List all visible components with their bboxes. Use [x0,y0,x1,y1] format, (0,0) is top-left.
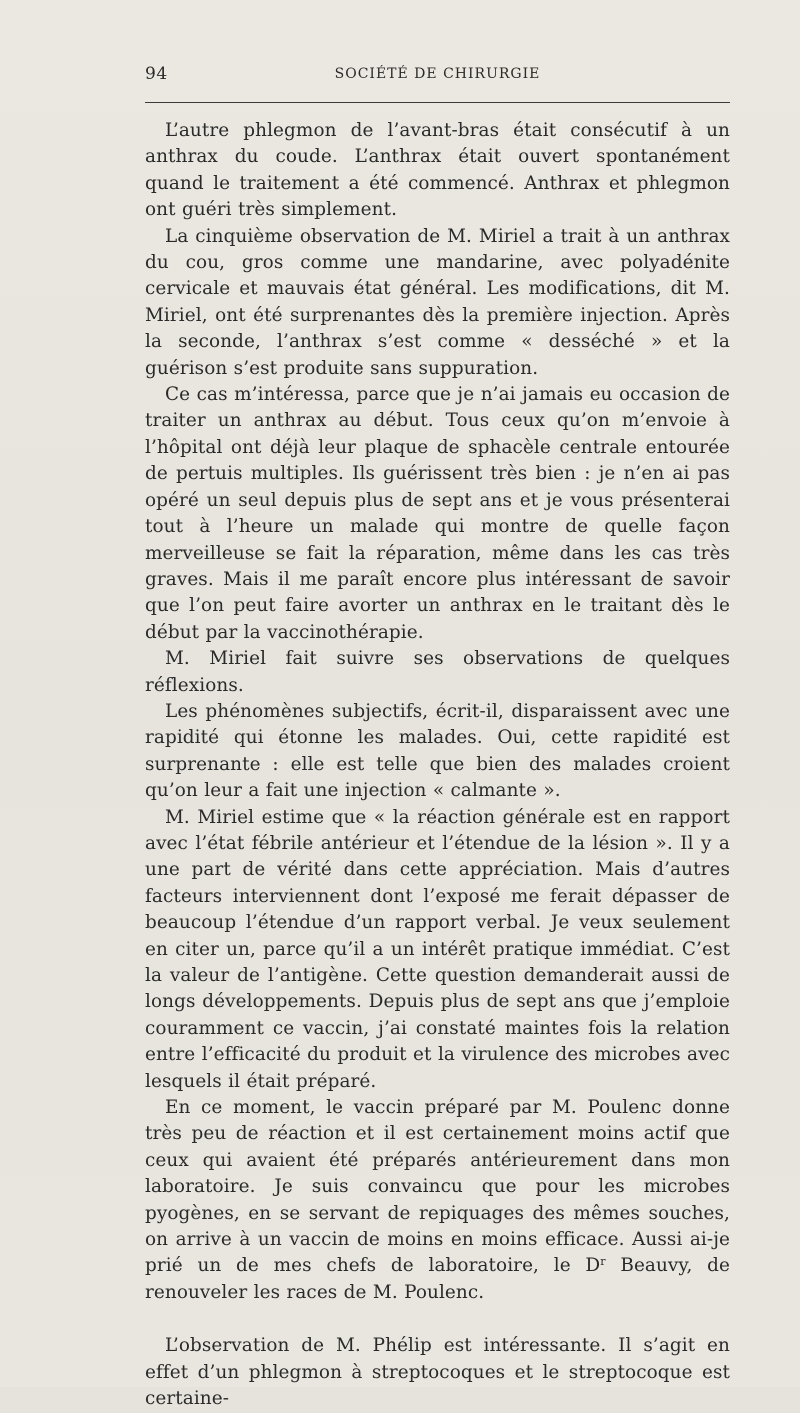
paragraph-1: L’autre phlegmon de l’avant-bras était consécutif à un anthrax du coude. L’anthrax était ouvert spontanément quand le traitement a été commencé. Anthrax et phlegmon ont guéri très simplement. [145,120,730,221]
doctor-abbrev-sup: r [600,1255,606,1269]
paragraph-4: M. Miriel fait suivre ses observations de quelques réflexions. [145,648,730,696]
paragraph-7-text: En ce moment, le vaccin préparé par M. Poulenc donne très peu de réaction et il est certainement moins actif que ceux qui avaient été préparés antérieurement dans mon laboratoire. Je suis convaincu que pour les microbes pyogènes, en se servant de repiquages des mêmes souches, on arrive à un vaccin de moins en moins efficace. Aussi ai-je prié un de mes chefs de laboratoire, le D [145,1097,730,1277]
paragraph-7-tail: Beauvy, de renouveler les races de M. Poulenc. [145,1255,730,1303]
paragraph-3: Ce cas m’intéressa, parce que je n’ai jamais eu occasion de traiter un anthrax au début. Tous ceux qu’on m’envoie à l’hôpital ont déjà leur plaque de sphacèle centrale entourée de pertuis multiples. Ils guérissent très bien : je n’en ai pas opéré un seul depuis plus de sept ans et je vous présenterai tout à l’heure un malade qui montre de quelle façon merveilleuse se fait la réparation, même dans les cas très graves. Mais il me paraît encore plus intéressant de savoir que l’on peut faire avorter un anthrax en le traitant dès le début par la vaccinothérapie. [145,384,730,643]
paragraph-8: L’observation de M. Phélip est intéressante. Il s’agit en effet d’un phlegmon à streptocoques et le streptocoque est certaine- [145,1335,730,1410]
paragraph-5: Les phénomènes subjectifs, écrit-il, disparaissent avec une rapidité qui étonne les malades. Oui, cette rapidité est surprenante : elle est telle que bien des malades croient qu’on leur a fait une injection « calmante ». [145,700,730,802]
body-text [145,118,730,1413]
header-rule [145,102,730,103]
page-header [145,60,730,90]
paragraph-7 [145,1095,730,1306]
running-head: SOCIÉTÉ DE CHIRURGIE [334,66,541,82]
paragraph-2: La cinquième observation de M. Miriel a trait à un anthrax du cou, gros comme une mandarine, avec polyadénite cervicale et mauvais état général. Les modifications, dit M. Miriel, ont été surprenantes dès la première injection. Après la seconde, l’anthrax s’est comme « desséché » et la guérison s’est produite sans suppuration. [145,225,730,379]
paragraph-6: M. Miriel estime que « la réaction générale est en rapport avec l’état fébrile antérieur et l’étendue de la lésion ». Il y a une part de vérité dans cette appréciation. Mais d’autres facteurs interviennent dont l’exposé me ferait dépasser de beaucoup l’étendue d’un rapport verbal. Je veux seulement en citer un, parce qu’il a un intérêt pratique immédiat. C’est la valeur de l’antigène. Cette question demanderait aussi de longs développements. Depuis plus de sept ans que j’emploie couramment ce vaccin, j’ai constaté maintes fois la relation entre l’efficacité du produit et la virulence des microbes avec lesquels il était préparé. [145,806,730,1092]
page-number: 94 [145,64,168,84]
